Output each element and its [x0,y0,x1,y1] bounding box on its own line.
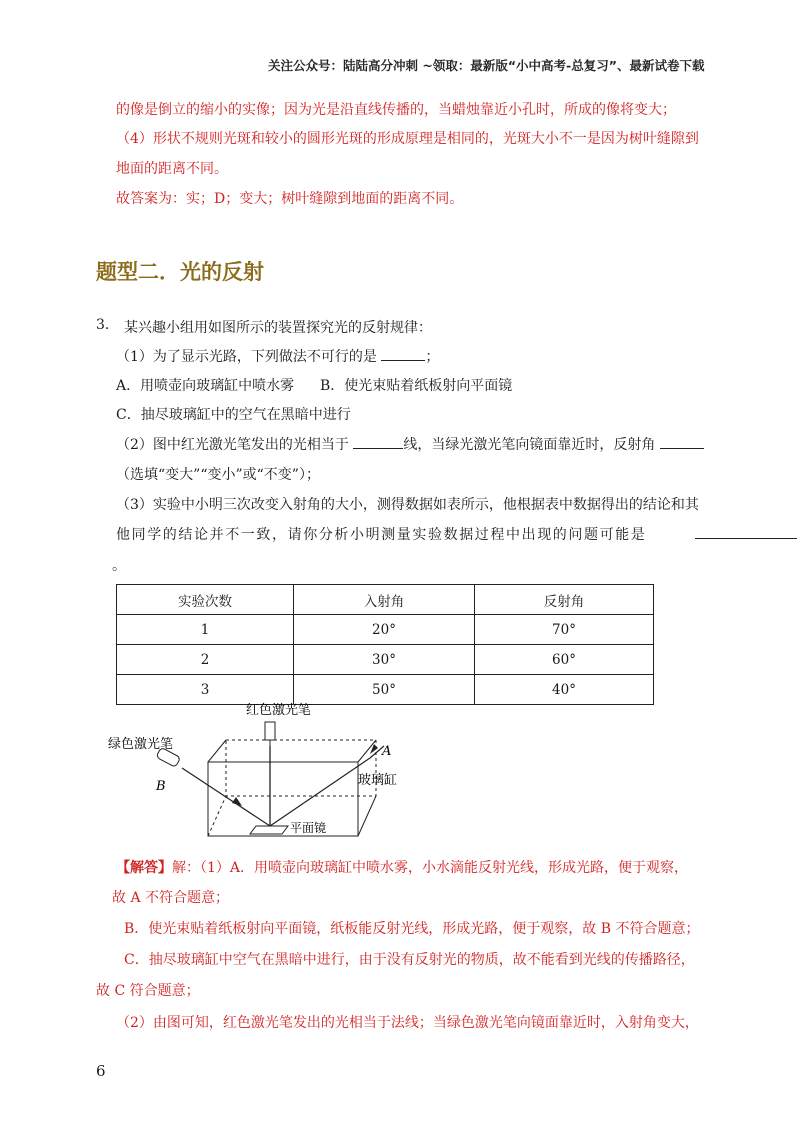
prev-answer-line-4: 故答案为：实；D；变大；树叶缝隙到地面的距离不同。 [116,191,464,207]
tank-label: 玻璃缸 [358,773,398,788]
question-part-3-line-2: 他同学的结论并不一致，请你分析小明测量实验数据过程中出现的问题可能是 [116,527,647,543]
table-header-row [117,585,654,615]
answer-blank-4[interactable] [695,538,797,539]
question-number: 3. [96,317,110,333]
table-cell: 70° [475,615,654,645]
reflection-diagram [108,700,428,840]
option-a: A．用喷壶向玻璃缸中喷水雾 [116,378,295,394]
page-header: 关注公众号：陆陆高分冲刺 ~领取：最新版“小中高考-总复习”、最新试卷下载 [268,58,705,73]
question-part-2 [116,434,704,454]
prev-answer-line-2: （4）形状不规则光斑和较小的圆形光斑的形成原理是相同的，光斑大小不一是因为树叶缝隙到 [116,131,699,147]
data-table [116,584,654,705]
green-pen-label: 绿色激光笔 [108,737,174,752]
question-part-1 [116,346,439,366]
table-cell: 20° [294,615,475,645]
question-part-3-line-1: （3）实验中小明三次改变入射角的大小，测得数据如表所示，他根据表中数据得出的结论和其 [116,497,699,513]
answer-line-2: 故 A 不符合题意； [112,890,230,906]
table-cell: 3 [117,675,294,705]
answer-blank-2[interactable] [353,434,403,449]
label-b: B [156,779,166,794]
table-header-cell: 入射角 [294,585,475,615]
incident-ray [182,768,270,826]
q1-end: ； [425,349,440,365]
label-a: A [382,744,392,759]
table-cell: 30° [294,645,475,675]
section-title: 题型二．光的反射 [96,260,264,284]
answer-tag: 【解答】 [116,860,172,876]
page-number: 6 [96,1062,106,1080]
answer-blank-1[interactable] [381,346,425,361]
red-pen-label: 红色激光笔 [246,703,312,718]
q1-text: （1）为了显示光路，下列做法不可行的是 [116,349,377,365]
answer-line-4: C．抽尽玻璃缸中空气在黑暗中进行，由于没有反射光的物质，故不能看到光线的传播路径， [124,952,695,968]
table-row [117,615,654,645]
table-cell: 50° [294,675,475,705]
reflected-ray [270,758,370,826]
answer-line-6: （2）由图可知，红色激光笔发出的光相当于法线；当绿色激光笔向镜面靠近时，入射角变大， [116,1015,699,1031]
question-stem: 某兴趣小组用如图所示的装置探究光的反射规律： [124,320,432,336]
answer-line-1 [116,857,688,877]
q2-text-b: 线，当绿光激光笔向镜面靠近时，反射角 [403,437,656,453]
answer-line-1-text: 解：（1）A．用喷壶向玻璃缸中喷水雾，小水滴能反射光线，形成光路，便于观察， [172,860,689,876]
answer-line-3: B．使光束贴着纸板射向平面镜，纸板能反射光线，形成光路，便于观察，故 B 不符合题意； [124,921,700,937]
option-c: C．抽尽玻璃缸中的空气在黑暗中进行 [116,407,351,423]
red-laser-pen [265,722,275,746]
table-cell: 1 [117,615,294,645]
plane-mirror [250,826,288,834]
answer-blank-3[interactable] [660,434,704,449]
tank-front-face [208,762,358,836]
prev-answer-line-1: 的像是倒立的缩小的实像；因为光是沿直线传播的，当蜡烛靠近小孔时，所成的像将变大； [116,102,676,118]
table-row [117,645,654,675]
q2-choices: （选填“变大”“变小”或“不变”）； [116,467,320,483]
tank-back-face [226,740,376,796]
table-cell: 60° [475,645,654,675]
table-header-cell: 实验次数 [117,585,294,615]
q3-end: 。 [112,558,126,574]
mirror-label: 平面镜 [290,821,327,835]
table-header-cell: 反射角 [475,585,654,615]
table-cell: 2 [117,645,294,675]
table-cell: 40° [475,675,654,705]
answer-line-5: 故 C 符合题意； [96,983,200,999]
q2-text-a: （2）图中红光激光笔发出的光相当于 [116,437,349,453]
option-b: B．使光束贴着纸板射向平面镜 [320,378,513,394]
prev-answer-line-3: 地面的距离不同。 [116,161,228,177]
